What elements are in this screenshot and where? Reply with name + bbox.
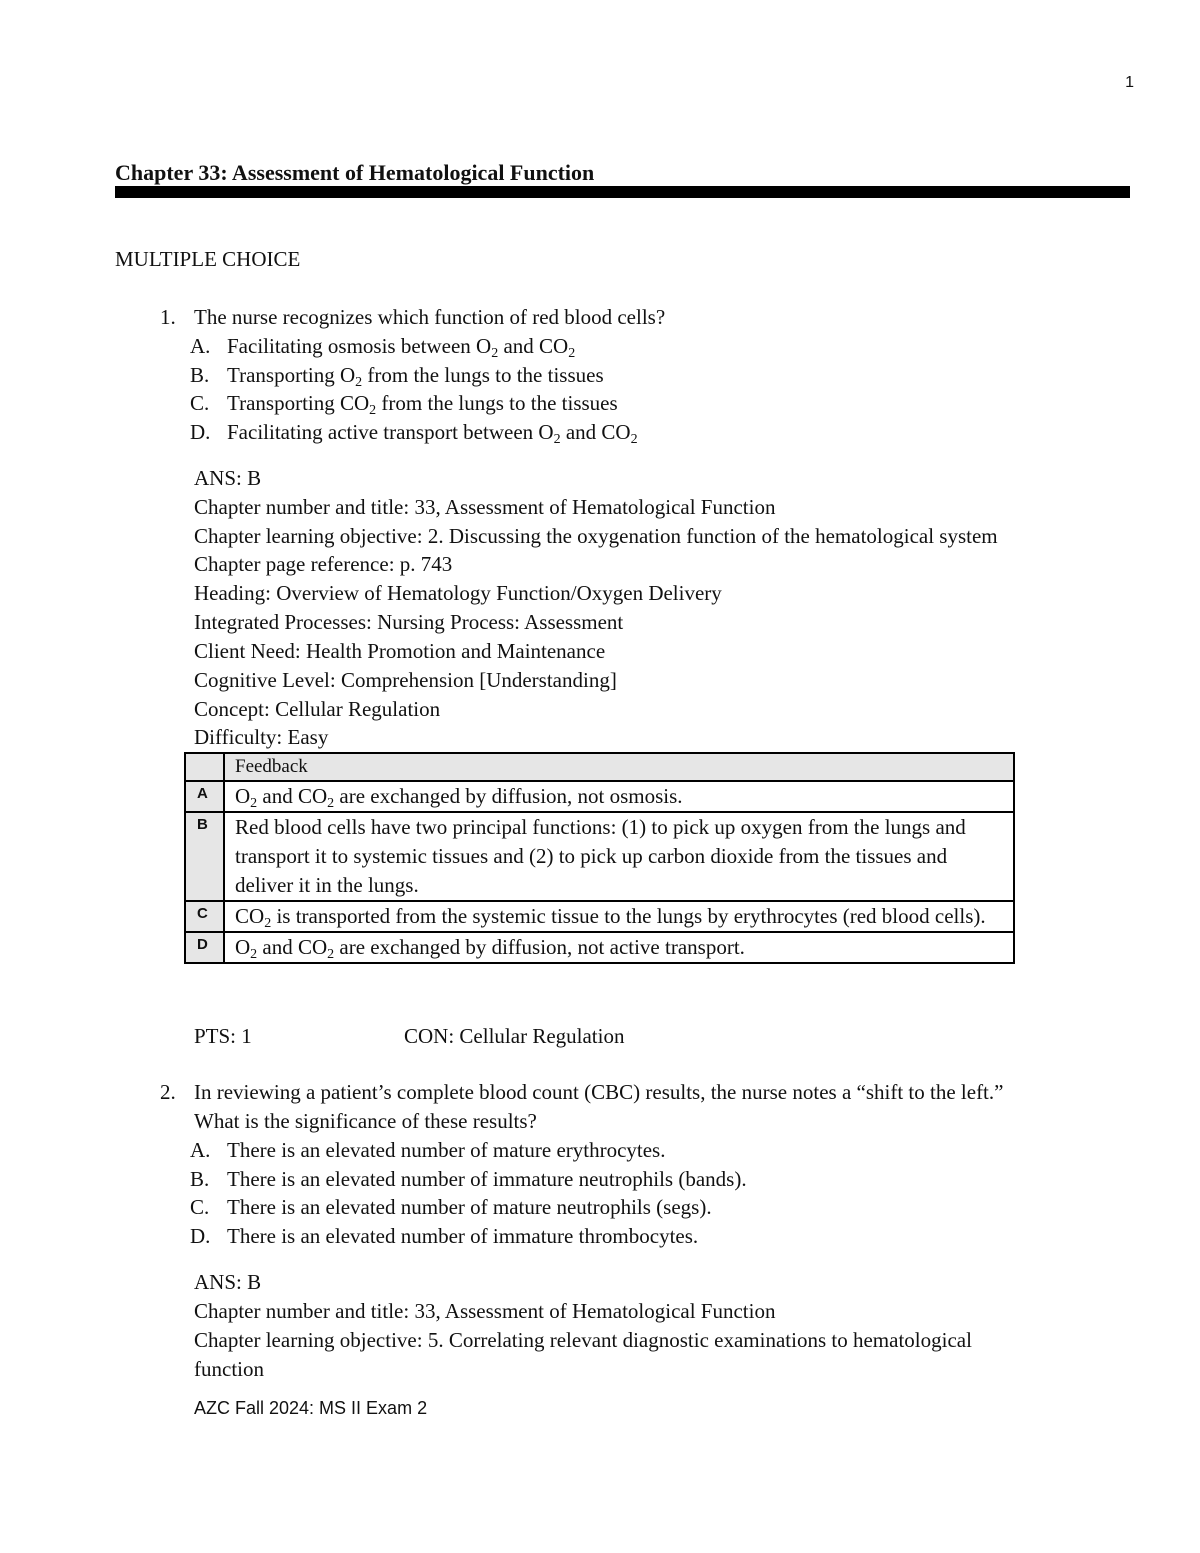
option-letter: C. bbox=[190, 391, 210, 415]
section-heading: MULTIPLE CHOICE bbox=[115, 247, 301, 271]
option-letter: A. bbox=[190, 334, 211, 358]
option-text: There is an elevated number of immature neutrophils (bands). bbox=[227, 1167, 747, 1191]
meta-line: Cognitive Level: Comprehension [Understanding] bbox=[194, 668, 617, 692]
points-line bbox=[194, 1022, 625, 1051]
feedback-letter: C bbox=[185, 901, 224, 932]
meta-line: Chapter learning objective: 5. Correlating relevant diagnostic examinations to hematological bbox=[194, 1328, 972, 1352]
feedback-table bbox=[184, 752, 1015, 964]
option-text: Facilitating osmosis between $O_2$ and $CO_2$ bbox=[227, 334, 576, 361]
option-text: There is an elevated number of mature neutrophils (segs). bbox=[227, 1195, 712, 1219]
page-number: 1 bbox=[1125, 74, 1134, 91]
feedback-text: $O_2$ and $CO_2$ are exchanged by diffusion, not osmosis. bbox=[224, 781, 1014, 812]
question-1-number: 1. bbox=[160, 305, 176, 329]
meta-line: Integrated Processes: Nursing Process: Assessment bbox=[194, 610, 624, 634]
answer-line: ANS: B bbox=[194, 466, 262, 490]
meta-line: Client Need: Health Promotion and Maintenance bbox=[194, 639, 606, 663]
feedback-text: $O_2$ and $CO_2$ are exchanged by diffusion, not active transport. bbox=[224, 932, 1014, 963]
points-value: PTS: 1 bbox=[194, 1024, 252, 1048]
feedback-header: Feedback bbox=[224, 753, 1014, 781]
feedback-letter: D bbox=[185, 932, 224, 963]
question-2-stem: In reviewing a patient’s complete blood count (CBC) results, the nurse notes a “shift to the left.” bbox=[194, 1080, 1004, 1104]
meta-line: Difficulty: Easy bbox=[194, 725, 329, 749]
option-letter: D. bbox=[190, 1224, 211, 1248]
option-text: Transporting $O_2$ from the lungs to the tissues bbox=[227, 363, 604, 390]
feedback-letter: B bbox=[185, 812, 224, 901]
page-footer: AZC Fall 2024: MS II Exam 2 bbox=[194, 1398, 428, 1418]
meta-line: Chapter page reference: p. 743 bbox=[194, 552, 453, 576]
option-letter: A. bbox=[190, 1138, 211, 1162]
feedback-row bbox=[185, 812, 1014, 901]
meta-line: function bbox=[194, 1357, 264, 1381]
meta-line: Chapter number and title: 33, Assessment of Hematological Function bbox=[194, 495, 776, 519]
meta-line: Concept: Cellular Regulation bbox=[194, 697, 441, 721]
question-2-stem: What is the significance of these results? bbox=[194, 1109, 537, 1133]
option-letter: D. bbox=[190, 420, 211, 444]
feedback-letter: A bbox=[185, 781, 224, 812]
option-text: There is an elevated number of mature erythrocytes. bbox=[227, 1138, 666, 1162]
question-2-number: 2. bbox=[160, 1080, 176, 1104]
feedback-text: $CO_2$ is transported from the systemic tissue to the lungs by erythrocytes (red blood cells). bbox=[224, 901, 1014, 932]
option-letter: C. bbox=[190, 1195, 210, 1219]
answer-line: ANS: B bbox=[194, 1270, 262, 1294]
meta-line: Chapter learning objective: 2. Discussing the oxygenation function of the hematological system bbox=[194, 524, 998, 548]
chapter-title: Chapter 33: Assessment of Hematological Function bbox=[115, 160, 595, 185]
feedback-row bbox=[185, 932, 1014, 963]
question-1-stem: The nurse recognizes which function of red blood cells? bbox=[194, 305, 666, 329]
option-letter: B. bbox=[190, 1167, 210, 1191]
concept-value: CON: Cellular Regulation bbox=[404, 1024, 625, 1048]
title-rule bbox=[115, 186, 1130, 198]
feedback-row bbox=[185, 781, 1014, 812]
option-text: Transporting $CO_2$ from the lungs to the tissues bbox=[227, 391, 618, 418]
option-text: Facilitating active transport between $O_2$ and $CO_2$ bbox=[227, 420, 638, 447]
option-letter: B. bbox=[190, 363, 210, 387]
feedback-header-row bbox=[185, 753, 1014, 781]
option-text: There is an elevated number of immature thrombocytes. bbox=[227, 1224, 699, 1248]
feedback-text: Red blood cells have two principal functions: (1) to pick up oxygen from the lungs and transport it to systemic tissues and (2) to pick up carbon dioxide from the tissues and deliver it in the lungs. bbox=[224, 812, 1014, 901]
meta-line: Heading: Overview of Hematology Function/Oxygen Delivery bbox=[194, 581, 722, 605]
meta-line: Chapter number and title: 33, Assessment of Hematological Function bbox=[194, 1299, 776, 1323]
feedback-row bbox=[185, 901, 1014, 932]
